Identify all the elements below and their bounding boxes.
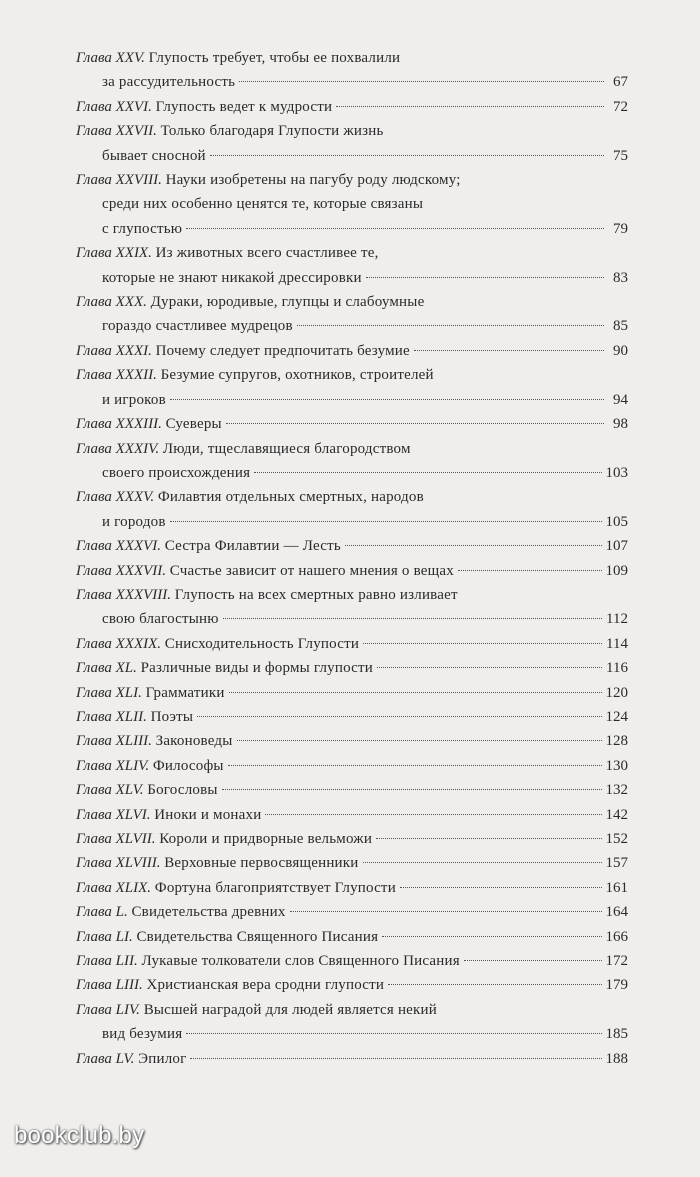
chapter-label: Глава XXXIX. xyxy=(76,635,162,652)
page-number: 105 xyxy=(605,513,628,530)
toc-entry xyxy=(76,729,628,753)
page-number: 188 xyxy=(605,1050,628,1067)
dot-leader xyxy=(336,106,604,107)
toc-line xyxy=(76,1047,628,1071)
chapter-title: Глупость ведет к мудрости xyxy=(155,98,333,115)
toc-entry xyxy=(76,803,628,827)
toc-line xyxy=(76,681,628,705)
dot-leader xyxy=(363,643,602,644)
dot-leader xyxy=(400,887,602,888)
toc-line xyxy=(76,192,628,216)
dot-leader xyxy=(290,911,602,912)
toc-entry xyxy=(76,900,628,924)
toc-line xyxy=(76,754,628,778)
page-number: 142 xyxy=(605,806,628,823)
page-number: 85 xyxy=(613,318,628,335)
chapter-title: которые не знают никакой дрессировки xyxy=(102,269,362,286)
page-number: 83 xyxy=(613,269,628,286)
toc-line xyxy=(76,778,628,802)
toc-line xyxy=(76,95,628,119)
chapter-title: и городов xyxy=(102,513,166,530)
toc-entry xyxy=(76,851,628,875)
dot-leader xyxy=(170,399,604,400)
toc-entry xyxy=(76,925,628,949)
chapter-title: Свидетельства древних xyxy=(131,904,286,921)
toc-entry xyxy=(76,534,628,558)
toc-line xyxy=(76,168,628,192)
chapter-label: Глава XLVIII. xyxy=(76,855,161,872)
watermark-text: bookclub.by xyxy=(14,1122,145,1149)
page-number: 152 xyxy=(605,831,628,847)
chapter-title: Люди, тщеславящиеся благородством xyxy=(162,440,411,457)
chapter-title: Верховные первосвященники xyxy=(164,855,359,872)
chapter-label: Глава XXXVI. xyxy=(76,538,162,555)
chapter-title: Высшей наградой для людей является некий xyxy=(143,1001,437,1018)
page-number: 79 xyxy=(613,220,628,237)
dot-leader xyxy=(190,1058,601,1059)
chapter-title: Лукавые толкователи слов Священного Писания xyxy=(141,953,460,970)
dot-leader xyxy=(229,692,602,693)
toc-entry xyxy=(76,583,628,632)
page-number: 185 xyxy=(605,1026,628,1043)
chapter-label: Глава XXIX. xyxy=(76,245,152,262)
toc-line xyxy=(76,461,628,485)
dot-leader xyxy=(239,81,604,82)
dot-leader xyxy=(377,667,602,668)
chapter-title: Глупость на всех смертных равно изливает xyxy=(174,586,458,603)
dot-leader xyxy=(223,618,602,619)
toc-line xyxy=(76,437,628,461)
chapter-label: Глава XLV. xyxy=(76,782,144,799)
chapter-title: Философы xyxy=(152,757,224,774)
page-number: 94 xyxy=(613,391,628,408)
chapter-label: Глава XXXIII. xyxy=(76,416,162,433)
toc-line xyxy=(76,266,628,290)
toc-line xyxy=(76,973,628,997)
chapter-title: Грамматики xyxy=(145,684,225,701)
page-number: 179 xyxy=(605,977,628,994)
chapter-title: Короли и придворные вельможи xyxy=(159,831,373,847)
page-number: 107 xyxy=(605,538,628,555)
toc-line xyxy=(76,46,628,70)
chapter-title: бывает сносной xyxy=(102,147,206,164)
toc-line xyxy=(76,339,628,363)
chapter-title: среди них особенно ценятся те, которые связаны xyxy=(102,196,424,213)
toc-entry xyxy=(76,827,628,851)
chapter-title: за рассудительность xyxy=(102,74,236,91)
chapter-label: Глава XXVI. xyxy=(76,98,152,115)
chapter-title: Фортуна благоприятствует Глупости xyxy=(154,879,396,896)
chapter-title: Только благодаря Глупости жизнь xyxy=(160,123,384,140)
toc-line xyxy=(76,510,628,534)
chapter-title: Снисходительность Глупости xyxy=(164,635,360,652)
chapter-title: Христианская вера сродни глупости xyxy=(146,977,385,994)
dot-leader xyxy=(363,862,602,863)
chapter-title: Иноки и монахи xyxy=(154,806,262,823)
chapter-label: Глава XLIII. xyxy=(76,733,152,750)
chapter-title: Поэты xyxy=(150,708,194,725)
page-number: 98 xyxy=(613,416,628,433)
chapter-title: Глупость требует, чтобы ее похвалили xyxy=(148,50,401,66)
toc-line xyxy=(76,290,628,314)
dot-leader xyxy=(226,423,604,424)
toc-line xyxy=(76,559,628,583)
page-number: 103 xyxy=(605,464,628,481)
toc-line xyxy=(76,803,628,827)
page-number: 132 xyxy=(605,782,628,799)
chapter-label: Глава XXXVII. xyxy=(76,562,167,579)
page-number: 67 xyxy=(613,74,628,91)
toc-line xyxy=(76,217,628,241)
page-number: 72 xyxy=(613,98,628,115)
toc-line xyxy=(76,998,628,1022)
chapter-label: Глава XLII. xyxy=(76,708,147,725)
chapter-title: вид безумия xyxy=(102,1026,183,1043)
toc-line xyxy=(76,534,628,558)
dot-leader xyxy=(388,984,601,985)
dot-leader xyxy=(186,1033,601,1034)
toc-entry xyxy=(76,876,628,900)
chapter-label: Глава XXXI. xyxy=(76,342,152,359)
chapter-title: Эпилог xyxy=(138,1050,187,1067)
toc-line xyxy=(76,656,628,680)
dot-leader xyxy=(197,716,601,717)
page-number: 164 xyxy=(605,904,628,921)
toc-line xyxy=(76,363,628,387)
chapter-label: Глава XXXIV. xyxy=(76,440,160,457)
chapter-title: Богословы xyxy=(147,782,218,799)
page-number: 112 xyxy=(606,611,628,628)
chapter-label: Глава XLVI. xyxy=(76,806,151,823)
toc-entry xyxy=(76,119,628,168)
toc-entry xyxy=(76,46,628,95)
chapter-label: Глава XXVIII. xyxy=(76,172,162,189)
dot-leader xyxy=(170,521,602,522)
toc-line xyxy=(76,949,628,973)
chapter-title: Счастье зависит от нашего мнения о вещах xyxy=(169,562,454,579)
toc-entry xyxy=(76,632,628,656)
toc-line xyxy=(76,876,628,900)
toc-entry xyxy=(76,95,628,119)
toc-line xyxy=(76,607,628,631)
dot-leader xyxy=(366,277,604,278)
chapter-label: Глава XLI. xyxy=(76,684,142,701)
page-number: 75 xyxy=(613,147,628,164)
toc-line xyxy=(76,412,628,436)
chapter-label: Глава XXXVIII. xyxy=(76,586,172,603)
chapter-label: Глава XXXV. xyxy=(76,489,155,506)
toc-line xyxy=(76,388,628,412)
toc-entry xyxy=(76,656,628,680)
dot-leader xyxy=(228,765,602,766)
toc-entry xyxy=(76,168,628,241)
toc-line xyxy=(76,827,628,851)
toc-line xyxy=(76,485,628,509)
chapter-title: Почему следует предпочитать безумие xyxy=(155,342,410,359)
dot-leader xyxy=(382,936,601,937)
chapter-title: Из животных всего счастливее те, xyxy=(155,245,379,262)
toc-line xyxy=(76,900,628,924)
toc-line xyxy=(76,729,628,753)
chapter-label: Глава XXX. xyxy=(76,294,147,311)
toc-entry xyxy=(76,412,628,436)
toc-entry xyxy=(76,949,628,973)
toc-entry xyxy=(76,778,628,802)
chapter-title: и игроков xyxy=(102,391,166,408)
chapter-label: Глава XLIV. xyxy=(76,757,150,774)
chapter-label: Глава LI. xyxy=(76,928,133,945)
page-number: 109 xyxy=(605,562,628,579)
toc-entry xyxy=(76,681,628,705)
toc-entry xyxy=(76,339,628,363)
toc-line xyxy=(76,925,628,949)
toc-line xyxy=(76,1022,628,1046)
toc-line xyxy=(76,119,628,143)
chapter-title: Различные виды и формы глупости xyxy=(140,660,373,677)
toc-entry xyxy=(76,363,628,412)
toc-entry xyxy=(76,998,628,1047)
chapter-title: Безумие супругов, охотников, строителей xyxy=(160,367,434,384)
dot-leader xyxy=(345,545,602,546)
page-number: 120 xyxy=(605,684,628,701)
chapter-title: Филавтия отдельных смертных, народов xyxy=(157,489,424,506)
chapter-label: Глава LIV. xyxy=(76,1001,140,1018)
dot-leader xyxy=(376,838,601,839)
toc-line xyxy=(76,70,628,94)
chapter-title: Суеверы xyxy=(165,416,222,433)
toc-entry xyxy=(76,1047,628,1071)
chapter-label: Глава XL. xyxy=(76,660,137,677)
chapter-label: Глава XXXII. xyxy=(76,367,157,384)
chapter-title: свою благостыню xyxy=(102,611,219,628)
dot-leader xyxy=(186,228,604,229)
page-number: 90 xyxy=(613,342,628,359)
dot-leader xyxy=(414,350,604,351)
page-number: 114 xyxy=(606,635,628,652)
toc-line xyxy=(76,314,628,338)
toc-line xyxy=(76,583,628,607)
chapter-title: своего происхождения xyxy=(102,464,251,481)
toc-entry xyxy=(76,559,628,583)
toc-entry xyxy=(76,290,628,339)
toc-entry xyxy=(76,973,628,997)
toc-line xyxy=(76,144,628,168)
toc-entry xyxy=(76,754,628,778)
chapter-label: Глава XXV. xyxy=(76,50,145,66)
toc-line xyxy=(76,851,628,875)
page-number: 161 xyxy=(605,879,628,896)
toc-entry xyxy=(76,705,628,729)
dot-leader xyxy=(265,814,601,815)
chapter-label: Глава LIII. xyxy=(76,977,143,994)
chapter-label: Глава XXVII. xyxy=(76,123,157,140)
page-number: 172 xyxy=(605,953,628,970)
page-number: 157 xyxy=(605,855,628,872)
chapter-label: Глава LII. xyxy=(76,953,138,970)
page-number: 116 xyxy=(606,660,628,677)
dot-leader xyxy=(210,155,604,156)
chapter-label: Глава L. xyxy=(76,904,128,921)
dot-leader xyxy=(237,740,602,741)
toc-entry xyxy=(76,241,628,290)
chapter-label: Глава LV. xyxy=(76,1050,135,1067)
toc-entry xyxy=(76,485,628,534)
chapter-title: с глупостью xyxy=(102,220,183,237)
page-number: 130 xyxy=(605,757,628,774)
chapter-title: Законоведы xyxy=(155,733,233,750)
toc-line xyxy=(76,241,628,265)
dot-leader xyxy=(464,960,602,961)
chapter-title: Дураки, юродивые, глупцы и слабоумные xyxy=(150,294,425,311)
table-of-contents xyxy=(76,46,628,1071)
chapter-title: Науки изобретены на пагубу роду людскому; xyxy=(165,172,461,189)
toc-entry xyxy=(76,437,628,486)
page-number: 124 xyxy=(605,708,628,725)
chapter-title: Сестра Филавтии — Лесть xyxy=(164,538,341,555)
dot-leader xyxy=(458,570,602,571)
chapter-title: Свидетельства Священного Писания xyxy=(136,928,379,945)
toc-line xyxy=(76,705,628,729)
dot-leader xyxy=(222,789,602,790)
page-number: 128 xyxy=(605,733,628,750)
chapter-label: Глава XLIX. xyxy=(76,879,152,896)
chapter-label: Глава XLVII. xyxy=(76,831,156,847)
dot-leader xyxy=(254,472,601,473)
chapter-title: гораздо счастливее мудрецов xyxy=(102,318,293,335)
toc-line xyxy=(76,632,628,656)
dot-leader xyxy=(297,325,604,326)
page-number: 166 xyxy=(605,928,628,945)
